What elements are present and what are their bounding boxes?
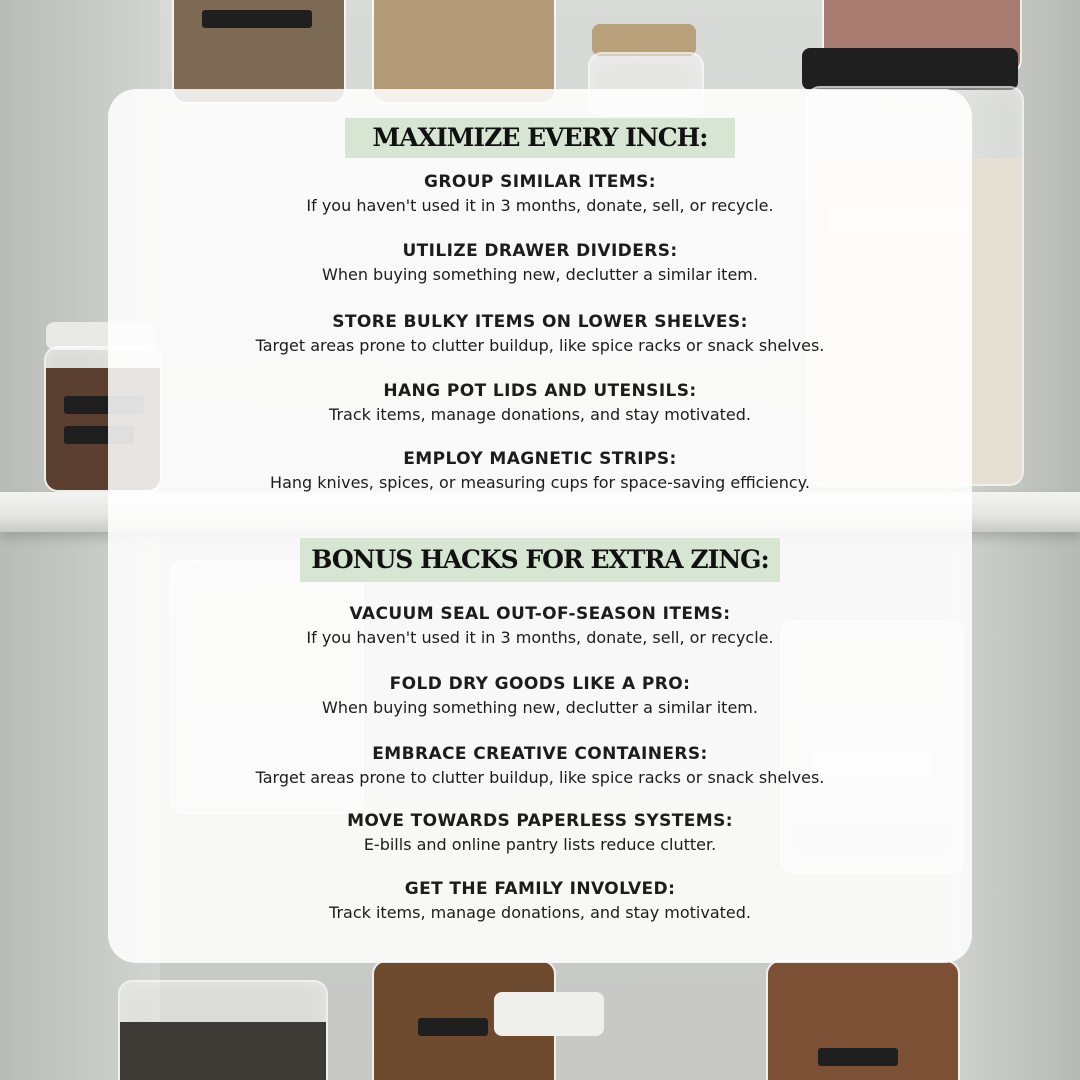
tip-family-involved	[108, 878, 972, 924]
tip-description: Track items, manage donations, and stay motivated.	[329, 405, 751, 424]
tip-vacuum-seal	[108, 603, 972, 649]
tip-description: Target areas prone to clutter buildup, like spice racks or snack shelves.	[255, 336, 825, 355]
tip-description: When buying something new, declutter a similar item.	[322, 265, 758, 284]
tip-heading: GROUP SIMILAR ITEMS:	[424, 172, 656, 192]
tip-description: If you haven't used it in 3 months, donate, sell, or recycle.	[306, 628, 774, 647]
tip-paperless-systems	[108, 810, 972, 856]
tip-employ-magnetic-strips	[108, 448, 972, 494]
tip-heading: UTILIZE DRAWER DIVIDERS:	[402, 241, 678, 261]
black-jar-lid	[802, 48, 1018, 90]
tip-description: Target areas prone to clutter buildup, like spice racks or snack shelves.	[255, 768, 825, 787]
white-jar-lid	[494, 992, 604, 1036]
section-title-maximize: MAXIMIZE EVERY INCH:	[345, 118, 735, 158]
tip-description: E-bills and online pantry lists reduce clutter.	[363, 835, 717, 854]
chia-seed-jar	[118, 980, 328, 1080]
tip-description: Track items, manage donations, and stay motivated.	[329, 903, 751, 922]
tip-store-bulky-items	[108, 311, 972, 357]
granola-jar-right	[766, 960, 960, 1080]
section-title-bonus-hacks: BONUS HACKS FOR EXTRA ZING:	[300, 538, 780, 582]
tip-heading: MOVE TOWARDS PAPERLESS SYSTEMS:	[347, 811, 733, 831]
tip-description: Hang knives, spices, or measuring cups for space-saving efficiency.	[270, 473, 810, 492]
tip-heading: EMPLOY MAGNETIC STRIPS:	[403, 449, 677, 469]
tip-description: When buying something new, declutter a similar item.	[322, 698, 758, 717]
tip-heading: EMBRACE CREATIVE CONTAINERS:	[372, 744, 708, 764]
tip-fold-dry-goods	[108, 673, 972, 719]
tip-hang-pot-lids	[108, 380, 972, 426]
tip-utilize-drawer-dividers	[108, 240, 972, 286]
content-card	[108, 89, 972, 963]
tip-heading: HANG POT LIDS AND UTENSILS:	[383, 381, 697, 401]
tip-embrace-creative-containers	[108, 743, 972, 789]
tip-group-similar-items	[108, 171, 972, 217]
tip-heading: STORE BULKY ITEMS ON LOWER SHELVES:	[332, 312, 748, 332]
tip-heading: GET THE FAMILY INVOLVED:	[404, 879, 676, 899]
tip-description: If you haven't used it in 3 months, donate, sell, or recycle.	[306, 196, 774, 215]
tip-heading: FOLD DRY GOODS LIKE A PRO:	[389, 674, 691, 694]
tip-heading: VACUUM SEAL OUT-OF-SEASON ITEMS:	[349, 604, 731, 624]
